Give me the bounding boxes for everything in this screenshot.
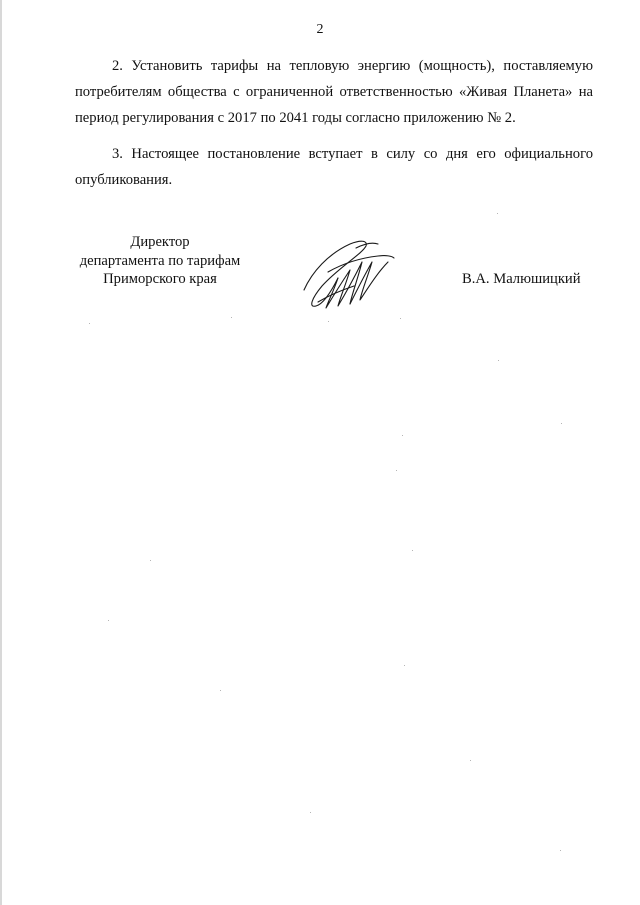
signatory-name: В.А. Малюшицкий <box>462 271 581 287</box>
position-line-2: департамента по тарифам <box>79 252 241 269</box>
document-body <box>75 53 593 203</box>
handwritten-signature <box>298 232 398 312</box>
page-edge <box>0 0 2 905</box>
position-line-3: Приморского края <box>103 271 217 287</box>
signatory-position <box>60 233 260 289</box>
paragraph-3: 3. Настоящее постановление вступает в силу со дня его официального опубликования. <box>75 146 593 188</box>
position-line-1: Директор <box>130 234 190 250</box>
paragraph-2: 2. Установить тарифы на тепловую энергию (мощность), поставляемую потребителям общества с ограниченной ответственностью «Живая Планета» на период регулирования с 2017 по 2041 годы согласно приложению № 2. <box>75 58 593 126</box>
page-number: 2 <box>316 22 324 37</box>
